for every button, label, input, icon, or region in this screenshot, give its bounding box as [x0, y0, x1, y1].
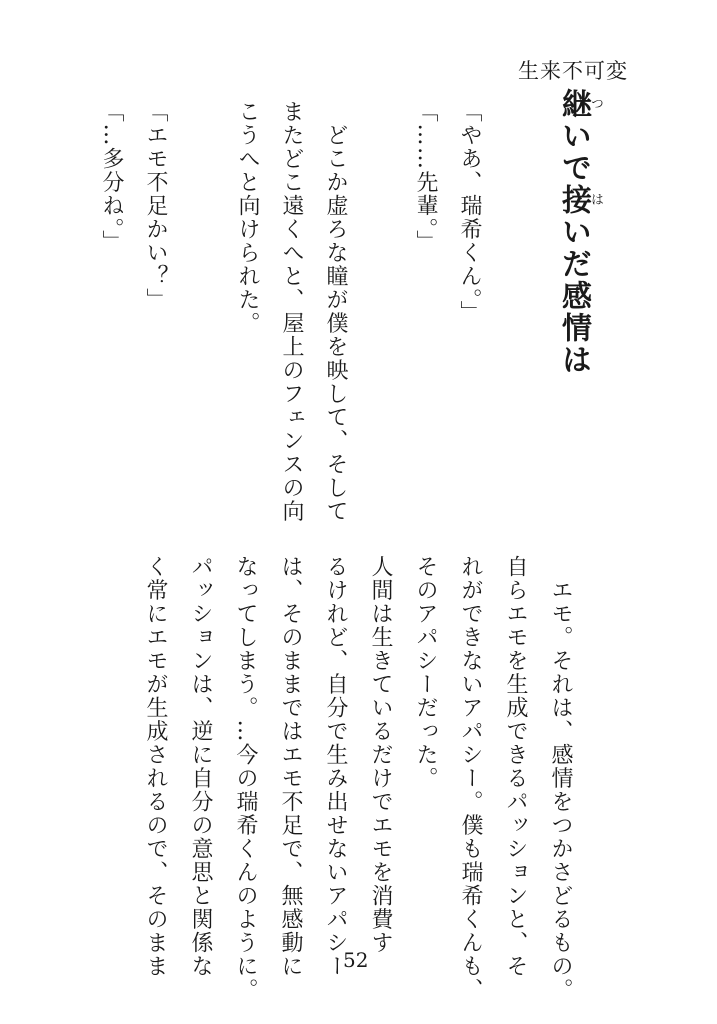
- text-line: 「……先輩。」: [413, 100, 438, 254]
- page-number: 52: [343, 948, 369, 972]
- text-line: 自らエモを生成できるパッションと、そ: [503, 555, 528, 978]
- text-line: れができないアパシー。僕も瑞希くんも、: [458, 555, 483, 1002]
- text-line: るけれど、自分で生み出せないアパシー: [323, 555, 348, 978]
- text-line: 「やあ、瑞希くん。」: [457, 100, 482, 324]
- text-line: は、そのままではエモ不足で、無感動に: [278, 555, 303, 978]
- text-line: く常にエモが生成されるので、そのまま: [143, 555, 168, 978]
- chapter-title: 継ついで接はいだ感情は: [556, 88, 603, 376]
- text-line: 「…多分ね。」: [99, 100, 124, 254]
- text-line: パッションは、逆に自分の意思と関係な: [188, 555, 213, 978]
- series-title: 生来不可変: [518, 59, 628, 83]
- text-line: またどこ遠くへと、屋上のフェンスの向: [279, 100, 304, 523]
- text-line: 「エモ不足かい？」: [143, 100, 168, 312]
- text-line: こうへと向けられた。: [235, 100, 260, 335]
- text-line: 人間は生きているだけでエモを消費す: [368, 555, 393, 955]
- text-line: どこか虚ろな瞳が僕を映して、そして: [323, 100, 348, 523]
- text-line: そのアパシーだった。: [413, 555, 438, 790]
- text-line: なってしまう。…今の瑞希くんのように。: [233, 555, 258, 1002]
- text-line: エモ。それは、感情をつかさどるもの。: [548, 555, 573, 1002]
